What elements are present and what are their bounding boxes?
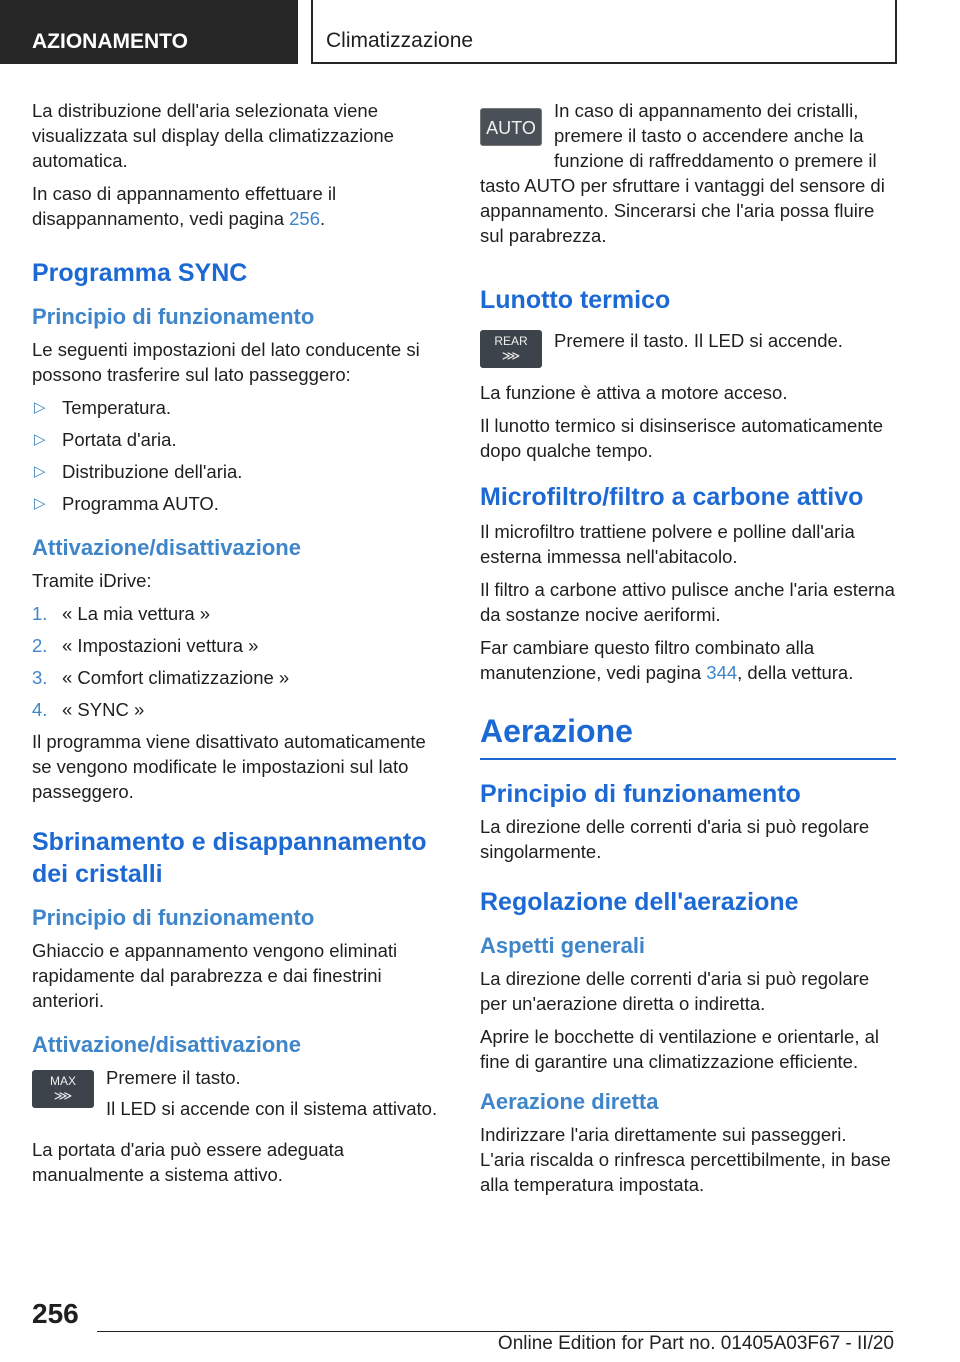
- max-led-text: Il LED si accende con il sistema attivato.: [106, 1098, 438, 1119]
- triangle-bullet-icon: ▷: [34, 399, 46, 416]
- list-item: ▷ Distribuzione dell'aria.: [34, 461, 243, 482]
- filter-paragraph-3: Far cambiare questo filtro combinato alla manutenzione, vedi pagina 344, della vettura.: [480, 637, 854, 683]
- subheading-defrost-principle: Principio di funzionamento: [32, 905, 315, 930]
- max-defrost-button-icon: MAX ⋙: [32, 1070, 94, 1108]
- list-item: ▷ Portata d'aria.: [34, 429, 177, 450]
- left-column: [32, 98, 448, 1195]
- page-header: [0, 0, 960, 64]
- defog-reference: In caso di appannamento effettuare il disappannamento, vedi pagina 256.: [32, 183, 337, 229]
- auto-button-row: [480, 98, 896, 256]
- direct-text: Indirizzare l'aria direttamente sui passeggeri. L'aria riscalda o rinfresca percettibilmente, in base alla temperatura impostata.: [480, 1124, 891, 1195]
- filter-paragraph-1: Il microfiltro trattiene polvere e polline dall'aria esterna immessa nell'abitacolo.: [480, 521, 855, 567]
- subheading-sync-principle: Principio di funzionamento: [32, 304, 315, 329]
- heading-defrost: Sbrinamento e disappannamento dei cristalli: [32, 828, 427, 888]
- subheading-defrost-activation: Attivazione/disattivazione: [32, 1032, 301, 1057]
- list-item: 3. « Comfort climatizzazione »: [32, 667, 290, 688]
- rear-text: Premere il tasto. Il LED si accende.: [554, 330, 843, 351]
- aeration-text: La direzione delle correnti d'aria si può regolare singolarmente.: [480, 816, 870, 862]
- page-link-256[interactable]: 256: [289, 208, 321, 229]
- rear-paragraph-1: La funzione è attiva a motore acceso.: [480, 382, 788, 403]
- heading-rear-window: Lunotto termico: [480, 286, 671, 314]
- section-tab: AZIONAMENTO: [0, 0, 298, 64]
- page-number: 256: [32, 1298, 79, 1329]
- list-item: 1. « La mia vettura »: [32, 603, 211, 624]
- idrive-steps: [32, 601, 448, 722]
- auto-button-icon: AUTO: [480, 108, 542, 146]
- heading-aeration-principle: Principio di funzionamento: [480, 780, 801, 808]
- triangle-bullet-icon: ▷: [34, 495, 46, 512]
- list-item: ▷ Temperatura.: [34, 397, 171, 418]
- activation-note: Il programma viene disattivato automaticamente se vengono modificate le impostazioni sul lato passeggero.: [32, 731, 426, 802]
- list-item: 2. « Impostazioni vettura »: [32, 635, 259, 656]
- max-note: La portata d'aria può essere adeguata manualmente a sistema attivo.: [32, 1139, 345, 1185]
- max-button-row: [32, 1065, 448, 1129]
- subheading-direct: Aerazione diretta: [480, 1089, 659, 1114]
- filter-paragraph-2: Il filtro a carbone attivo pulisce anche l'aria esterna da sostanze nocive aeriformi.: [480, 579, 895, 625]
- rear-defrost-button-icon: REAR ⋙: [480, 330, 542, 368]
- rear-button-row: [480, 328, 896, 372]
- chapter-title: Climatizzazione: [311, 0, 897, 64]
- heading-aeration: Aerazione: [480, 713, 896, 760]
- page-link-344[interactable]: 344: [706, 662, 738, 683]
- edition-text: Online Edition for Part no. 01405A03F67 - II/20: [497, 1333, 894, 1354]
- subheading-general: Aspetti generali: [480, 933, 646, 958]
- intro-paragraph: La distribuzione dell'aria selezionata viene visualizzata sul display della climatizzazione automatica.: [32, 100, 394, 171]
- subheading-activation: Attivazione/disattivazione: [32, 535, 301, 560]
- general-paragraph-1: La direzione delle correnti d'aria si può regolare per un'aerazione diretta o indiretta.: [480, 968, 870, 1014]
- triangle-bullet-icon: ▷: [34, 431, 46, 448]
- list-item: 4. « SYNC »: [32, 699, 145, 720]
- sync-text: Le seguenti impostazioni del lato conducente si possono trasferire sul lato passeggero:: [32, 339, 420, 385]
- list-item: ▷ Programma AUTO.: [34, 493, 219, 514]
- sync-bullet-list: [32, 395, 448, 516]
- heading-sync: Programma SYNC: [32, 259, 248, 287]
- triangle-bullet-icon: ▷: [34, 463, 46, 480]
- rear-paragraph-2: Il lunotto termico si disinserisce automaticamente dopo qualche tempo.: [480, 415, 884, 461]
- heading-filter: Microfiltro/filtro a carbone attivo: [480, 483, 864, 511]
- max-text: Premere il tasto.: [106, 1067, 241, 1088]
- footer-divider: [97, 1331, 893, 1332]
- heading-aeration-adjust: Regolazione dell'aerazione: [480, 888, 799, 916]
- general-paragraph-2: Aprire le bocchette di ventilazione e orientarle, al fine di garantire una climatizzazione efficiente.: [480, 1026, 880, 1072]
- right-column: [480, 98, 896, 1205]
- defrost-text: Ghiaccio e appannamento vengono eliminati rapidamente dal parabrezza e dai finestrini anteriori.: [32, 940, 398, 1011]
- activation-intro: Tramite iDrive:: [32, 570, 152, 591]
- auto-text: In caso di appannamento dei cristalli, premere il tasto o accendere anche la funzione di raffreddamento o premere il tasto AUTO per sfruttare i vantaggi del sensore di appannamento. Sincerarsi che l'aria possa fluire sul parabrezza.: [480, 100, 885, 246]
